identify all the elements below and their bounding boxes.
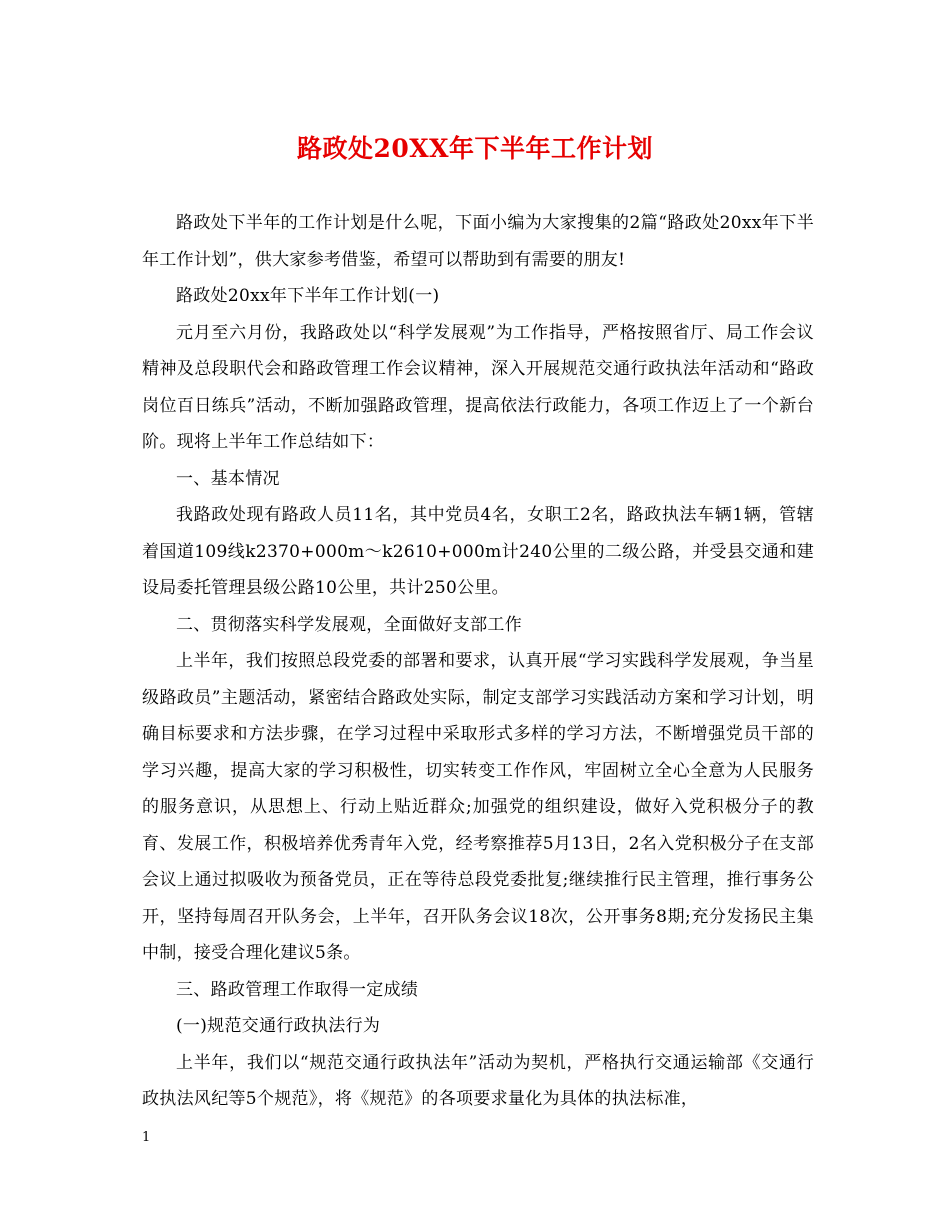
paragraph-party: 上半年，我们按照总段党委的部署和要求，认真开展“学习实践科学发展观，争当星级路政员”主题活动，紧密结合路政处实际，制定支部学习实践活动方案和学习计划，明确目标要求和方法步骤，在学习过程中采取形式多样的学习方法，不断增强党员干部的学习兴趣，提高大家的学习积极性，切实转变工作作风，牢固树立全心全意为人民服务的服务意识，从思想上、行动上贴近群众;加强党的组织建设，做好入党积极分子的教育、发展工作，积极培养优秀青年入党，经考察推荐5月13日，2名入党积极分子在支部会议上通过拟吸收为预备党员，正在等待总段党委批复;继续推行民主管理，推行事务公开，坚持每周召开队务会，上半年，召开队务会议18次，公开事务8期;充分发扬民主集中制，接受合理化建议5条。: [142, 651, 814, 963]
paragraph-overview: 元月至六月份，我路政处以“科学发展观”为工作指导，严格按照省厅、局工作会议精神及总段职代会和路政管理工作会议精神，深入开展规范交通行政执法年活动和“路政岗位百日练兵”活动，不断加强路政管理，提高依法行政能力，各项工作迈上了一个新台阶。现将上半年工作总结如下：: [142, 322, 814, 452]
subsection-heading-regulation: (一)规范交通行政执法行为: [176, 1016, 381, 1036]
paragraph-intro: 路政处下半年的工作计划是什么呢，下面小编为大家搜集的2篇“路政处20xx年下半年工作计划”，供大家参考借鉴，希望可以帮助到有需要的朋友!: [142, 213, 814, 270]
page-number: 1: [142, 1130, 151, 1145]
paragraph-subtitle: 路政处20xx年下半年工作计划(一): [176, 286, 440, 306]
section-heading-party: 二、贯彻落实科学发展观，全面做好支部工作: [176, 614, 522, 635]
paragraph-regulation: 上半年，我们以“规范交通行政执法年”活动为契机，严格执行交通运输部《交通行政执法风纪等5个规范》，将《规范》的各项要求量化为具体的执法标准，: [142, 1052, 814, 1109]
section-heading-achievements: 三、路政管理工作取得一定成绩: [176, 979, 419, 1000]
section-heading-basic: 一、基本情况: [176, 468, 280, 489]
document-title: 路政处20XX年下半年工作计划: [296, 134, 654, 163]
paragraph-basic: 我路政处现有路政人员11名，其中党员4名，女职工2名，路政执法车辆1辆，管辖着国道109线k2370+000m～k2610+000m计240公里的二级公路，并受县交通和建设局委托管理县级公路10公里，共计250公里。: [142, 505, 814, 598]
document-body: [142, 205, 814, 1118]
